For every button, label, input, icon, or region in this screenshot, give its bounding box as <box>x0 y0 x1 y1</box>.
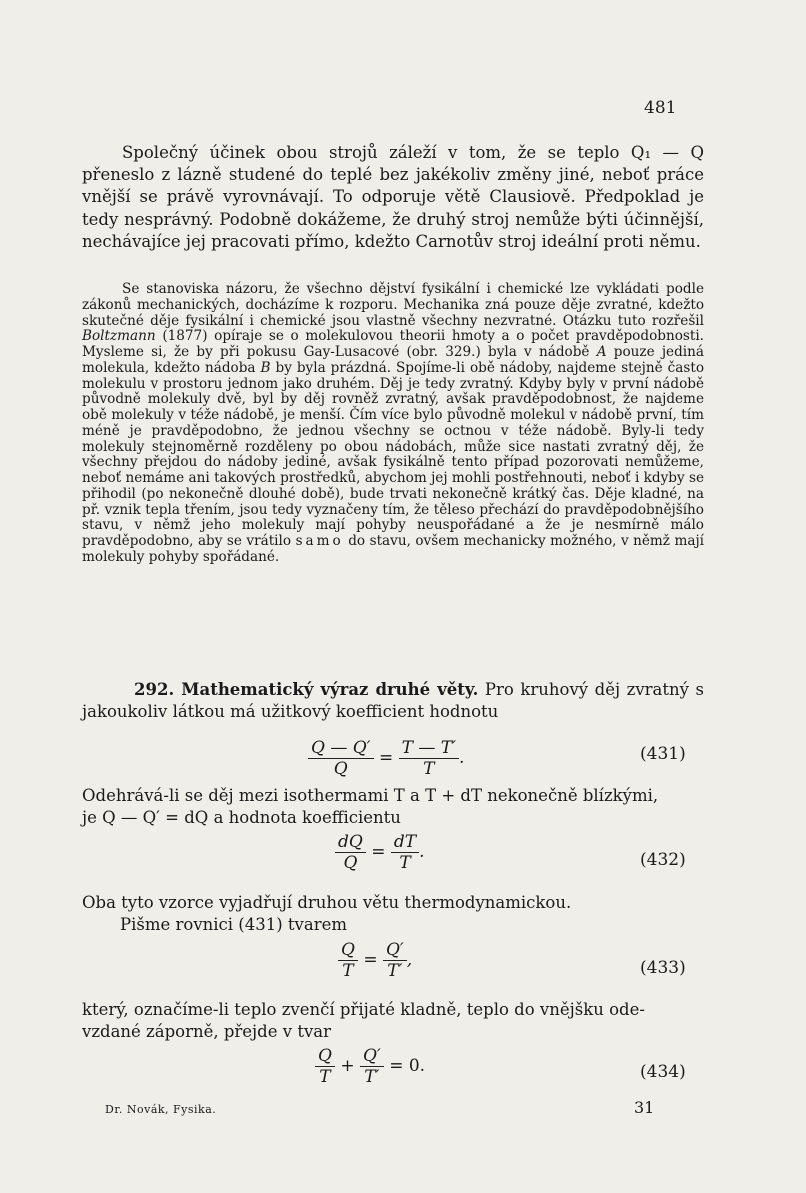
equation-number: (434) <box>640 1062 686 1082</box>
text-line: vzdané záporně, přejde v tvar <box>82 1022 331 1041</box>
text-line: Oba tyto vzorce vyjadřují druhou větu thermodynamickou. <box>82 893 572 912</box>
equation-431: $\frac{Q — Q'}{Q}$ = $\frac{T — T'}{T}$ . <box>308 738 464 779</box>
equation-433: $\frac{Q}{T}$ = $\frac{Q'}{T'}$ , <box>338 940 412 981</box>
text-line: Odehrává-li se děj mezi isothermami T a T + dT nekonečně blízkými, <box>82 786 659 805</box>
equation-434: $\frac{Q}{T}$ + $\frac{Q'}{T'}$ = 0. <box>315 1046 425 1087</box>
text-line: Pišme rovnici (431) tvarem <box>120 915 348 934</box>
footer-sheet-number: 31 <box>634 1098 655 1117</box>
equation-number: (433) <box>640 958 686 978</box>
text-line: je Q — Q′ = dQ a hodnota koefficientu <box>82 808 401 827</box>
small-print-paragraph: Se stanoviska názoru, že všechno dějství fysikální i chemické lze vykládati podle zákonů mechanických, docházíme k rozporu. Mechanika zná pouze děje zvratné, kdežto skutečné děje fysikální i chemické jsou vlastně všechny nezvratné. Otázku tuto rozřešil Boltzmann (1877) opíraje se o molekulovou theorii hmoty a o počet pravděpodobnosti. Mysleme si, že by při pokusu Gay-Lusacové (obr. 329.) byla v nádobě A pouze jediná molekula, kdežto nádoba B by byla prázdná. Spojíme-li obě nádoby, najdeme stejně často molekulu v prostoru jednom jako druhém. Děj je tedy zvratný. Kdyby byly v první nádobě původně molekuly dvě, byl by děj rovněž zvratný, avšak pravděpodobnost, že najdeme obě molekuly v téže nádobě, je menší. Čím více bylo původně molekul v nádobě první, tím méně je pravděpodobno, že jednou všechny se octnou v téže nádobě. Byly-li tedy molekuly stejnoměrně rozděleny po obou nádobách, může sice nastati zvratný děj, že všechny přejdou do nádoby jediné, avšak fysikálně tento případ pozorovati nemůžeme, neboť nemáme ani takových prostředků, abychom jej mohli postřehnouti, neboť i kdyby se přihodil (po nekonečně dlouhé době), bude trvati nekonečně krátký čas. Děje kladné, na př. vznik tepla třením, jsou tedy vyznačeny tím, že těleso přechází do pravděpodobnějšího stavu, v němž jeho molekuly mají pohyby neuspořádané a že je nesmírně málo pravděpodobno, aby se vrátilo samo do stavu, ovšem mechanicky možného, v němž mají molekuly pohyby spořádané. <box>82 281 705 565</box>
text-line: který, označíme-li teplo zvenčí přijaté kladně, teplo do vnějšku ode- <box>82 1000 645 1019</box>
equation-432: $\frac{dQ}{Q}$ = $\frac{dT}{T}$ . <box>335 832 425 873</box>
equation-number: (431) <box>640 744 686 764</box>
section-heading: 292. Mathematický výraz druhé věty. <box>134 680 479 699</box>
footer-signature: Dr. Novák, Fysika. <box>105 1103 217 1116</box>
section-292: 292. Mathematický výraz druhé věty. Pro kruhový děj zvratný s jakoukoliv látkou má užitkový koefficient hodnotu <box>82 680 704 722</box>
equation-number: (432) <box>640 850 686 870</box>
page-number: 481 <box>644 98 677 118</box>
paragraph-intro: Společný účinek obou strojů záleží v tom, že se teplo Q₁ — Q přeneslo z lázně studené do teplé bez jakékoliv změny jiné, neboť práce vnější se právě vyrovnávají. To odporuje větě Clausiově. Předpoklad je tedy nesprávný. Podobně dokážeme, že druhý stroj nemůže býti účinnější, nechávajíce jej pracovati přímo, kdežto Carnotův stroj ideální proti němu. <box>82 143 704 251</box>
